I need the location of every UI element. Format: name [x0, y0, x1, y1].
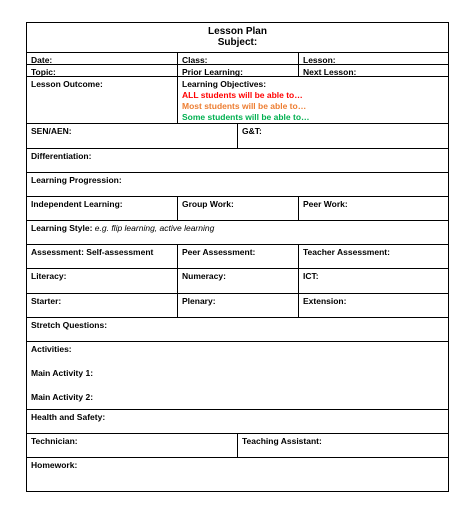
form-title: Lesson Plan — [208, 26, 267, 37]
teaching-assistant-label: Teaching Assistant: — [242, 436, 322, 446]
lesson-field[interactable] — [298, 53, 448, 64]
lesson-outcome-label: Lesson Outcome: — [31, 79, 103, 89]
row-date-class-lesson — [27, 52, 448, 64]
learning-style-label: Learning Style: — [31, 223, 93, 233]
self-assessment-label: Assessment: Self-assessment — [31, 247, 154, 257]
health-and-safety-label: Health and Safety: — [31, 412, 106, 422]
peer-assessment-label: Peer Assessment: — [182, 247, 256, 257]
teacher-assessment-label: Teacher Assessment: — [303, 247, 390, 257]
technician-label: Technician: — [31, 436, 78, 446]
differentiation-field[interactable] — [27, 149, 448, 172]
plenary-field[interactable] — [177, 294, 298, 317]
row-literacy-numeracy-ict — [27, 268, 448, 293]
date-label: Date: — [31, 55, 53, 65]
independent-learning-label: Independent Learning: — [31, 199, 123, 209]
learning-style-field[interactable] — [27, 221, 448, 244]
row-starter-plenary-extension — [27, 293, 448, 317]
peer-work-label: Peer Work: — [303, 199, 348, 209]
differentiation-label: Differentiation: — [31, 151, 92, 161]
row-learning-progression — [27, 172, 448, 196]
teacher-assessment-field[interactable] — [298, 245, 448, 268]
row-sen-gt — [27, 123, 448, 148]
prior-learning-field[interactable] — [177, 65, 298, 76]
lesson-label: Lesson: — [303, 55, 336, 65]
prior-learning-label: Prior Learning: — [182, 67, 243, 77]
stretch-questions-label: Stretch Questions: — [31, 320, 108, 330]
class-label: Class: — [182, 55, 208, 65]
row-learning-style — [27, 220, 448, 244]
objective-all-text: ALL students will be able to… — [182, 90, 303, 100]
health-and-safety-field[interactable] — [27, 410, 448, 433]
main-activity-1-label: Main Activity 1: — [31, 368, 94, 378]
numeracy-label: Numeracy: — [182, 271, 226, 281]
group-work-label: Group Work: — [182, 199, 234, 209]
row-topic-prior-next — [27, 64, 448, 76]
g-and-t-field[interactable] — [237, 124, 448, 148]
activities-label: Activities: — [31, 344, 72, 354]
ict-field[interactable] — [298, 269, 448, 293]
teaching-assistant-field[interactable] — [237, 434, 448, 457]
sen-aen-label: SEN/AEN: — [31, 126, 72, 136]
row-homework — [27, 457, 448, 491]
next-lesson-label: Next Lesson: — [303, 67, 357, 77]
row-assessment — [27, 244, 448, 268]
row-activities — [27, 341, 448, 409]
learning-style-example: e.g. flip learning, active learning — [94, 223, 215, 233]
objective-most-text: Most students will be able to… — [182, 101, 307, 111]
group-work-field[interactable] — [177, 197, 298, 220]
independent-learning-field[interactable] — [27, 197, 177, 220]
learning-objectives-label: Learning Objectives: — [182, 79, 267, 89]
row-work-types — [27, 196, 448, 220]
objective-some-text: Some students will be able to… — [182, 112, 310, 122]
row-stretch-questions — [27, 317, 448, 341]
extension-label: Extension: — [303, 296, 347, 306]
subject-field[interactable]: Subject: — [217, 37, 258, 48]
technician-field[interactable] — [27, 434, 237, 457]
literacy-label: Literacy: — [31, 271, 67, 281]
activities-field[interactable] — [27, 342, 448, 409]
sen-aen-field[interactable] — [27, 124, 237, 148]
peer-assessment-field[interactable] — [177, 245, 298, 268]
row-health-safety — [27, 409, 448, 433]
stretch-questions-field[interactable] — [27, 318, 448, 341]
row-outcome-objectives — [27, 76, 448, 123]
topic-field[interactable] — [27, 65, 177, 76]
class-field[interactable] — [177, 53, 298, 64]
row-differentiation — [27, 148, 448, 172]
g-and-t-label: G&T: — [242, 126, 262, 136]
row-technician-ta — [27, 433, 448, 457]
ict-label: ICT: — [303, 271, 319, 281]
date-field[interactable] — [27, 53, 177, 64]
form-header — [27, 23, 448, 52]
homework-field[interactable] — [27, 458, 448, 491]
literacy-field[interactable] — [27, 269, 177, 293]
learning-objectives-field[interactable] — [177, 77, 448, 123]
lesson-outcome-field[interactable] — [27, 77, 177, 123]
self-assessment-field[interactable] — [27, 245, 177, 268]
plenary-label: Plenary: — [182, 296, 216, 306]
learning-progression-label: Learning Progression: — [31, 175, 122, 185]
starter-label: Starter: — [31, 296, 62, 306]
learning-progression-field[interactable] — [27, 173, 448, 196]
homework-label: Homework: — [31, 460, 78, 470]
next-lesson-field[interactable] — [298, 65, 448, 76]
main-activity-2-label: Main Activity 2: — [31, 392, 94, 402]
extension-field[interactable] — [298, 294, 448, 317]
topic-label: Topic: — [31, 67, 56, 77]
lesson-plan-form — [26, 22, 449, 492]
peer-work-field[interactable] — [298, 197, 448, 220]
numeracy-field[interactable] — [177, 269, 298, 293]
starter-field[interactable] — [27, 294, 177, 317]
